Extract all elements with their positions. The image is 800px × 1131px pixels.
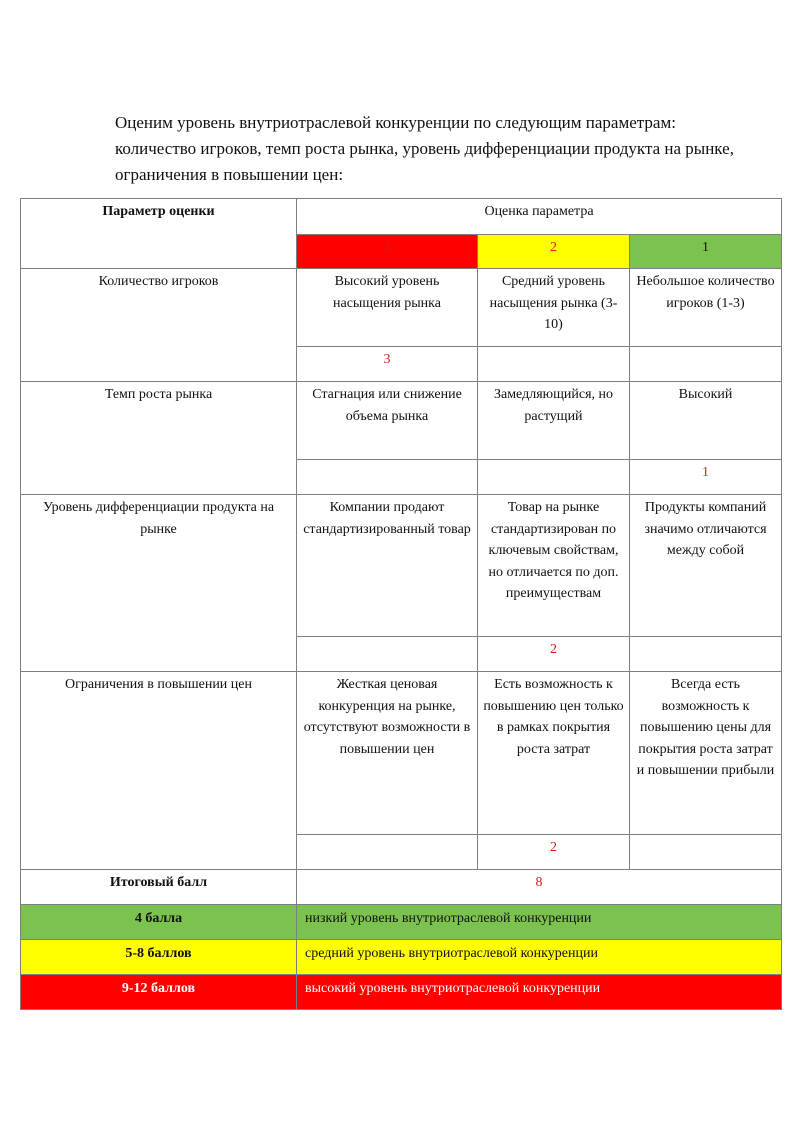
selected-score [297,460,478,495]
option-cell: Продукты компаний значимо отличаются между собой [630,495,782,637]
legend-row-medium [21,940,782,975]
option-cell: Товар на рынке стандартизирован по ключевым свойствам, но отличается по доп. преимуществам [478,495,630,637]
score-header-1: 1 [630,235,782,269]
legend-range: 5-8 баллов [21,940,297,975]
option-cell: Высокий [630,382,782,460]
legend-text: высокий уровень внутриотраслевой конкуренции [297,975,782,1010]
legend-range: 4 балла [21,905,297,940]
option-cell: Небольшое количество игроков (1-3) [630,269,782,347]
param-growth: Темп роста рынка [21,382,297,495]
option-cell: Жесткая ценовая конкуренция на рынке, отсутствуют возможности в повышении цен [297,672,478,835]
score-header-2: 2 [478,235,630,269]
selected-score [630,835,782,870]
selected-score: 2 [478,637,630,672]
option-cell: Компании продают стандартизированный товар [297,495,478,637]
option-cell: Средний уровень насыщения рынка (3-10) [478,269,630,347]
param-price-limits: Ограничения в повышении цен [21,672,297,870]
selected-score [630,347,782,382]
selected-score: 2 [478,835,630,870]
option-cell: Есть возможность к повышению цен только в рамках покрытия роста затрат [478,672,630,835]
option-cell: Всегда есть возможность к повышению цены для покрытия роста затрат и повышении прибыли [630,672,782,835]
header-param: Параметр оценки [21,199,297,269]
intro-paragraph: Оценим уровень внутриотраслевой конкуренции по следующим параметрам: количество игроков, темп роста рынка, уровень дифференциации продукта на рынке, ограничения в повышении цен: [115,113,734,184]
competition-table [20,198,782,1010]
selected-score [630,637,782,672]
param-differentiation: Уровень дифференциации продукта на рынке [21,495,297,672]
selected-score [478,460,630,495]
total-label: Итоговый балл [21,870,297,905]
score-header-3: 3 [297,235,478,269]
legend-text: низкий уровень внутриотраслевой конкуренции [297,905,782,940]
legend-text: средний уровень внутриотраслевой конкуренции [297,940,782,975]
total-value: 8 [297,870,782,905]
selected-score: 3 [297,347,478,382]
legend-row-high [21,975,782,1010]
selected-score: 1 [630,460,782,495]
option-cell: Высокий уровень насыщения рынка [297,269,478,347]
legend-row-low [21,905,782,940]
header-score: Оценка параметра [297,199,782,235]
selected-score [297,835,478,870]
option-cell: Замедляющийся, но растущий [478,382,630,460]
option-cell: Стагнация или снижение объема рынка [297,382,478,460]
selected-score [297,637,478,672]
selected-score [478,347,630,382]
param-players: Количество игроков [21,269,297,382]
legend-range: 9-12 баллов [21,975,297,1010]
